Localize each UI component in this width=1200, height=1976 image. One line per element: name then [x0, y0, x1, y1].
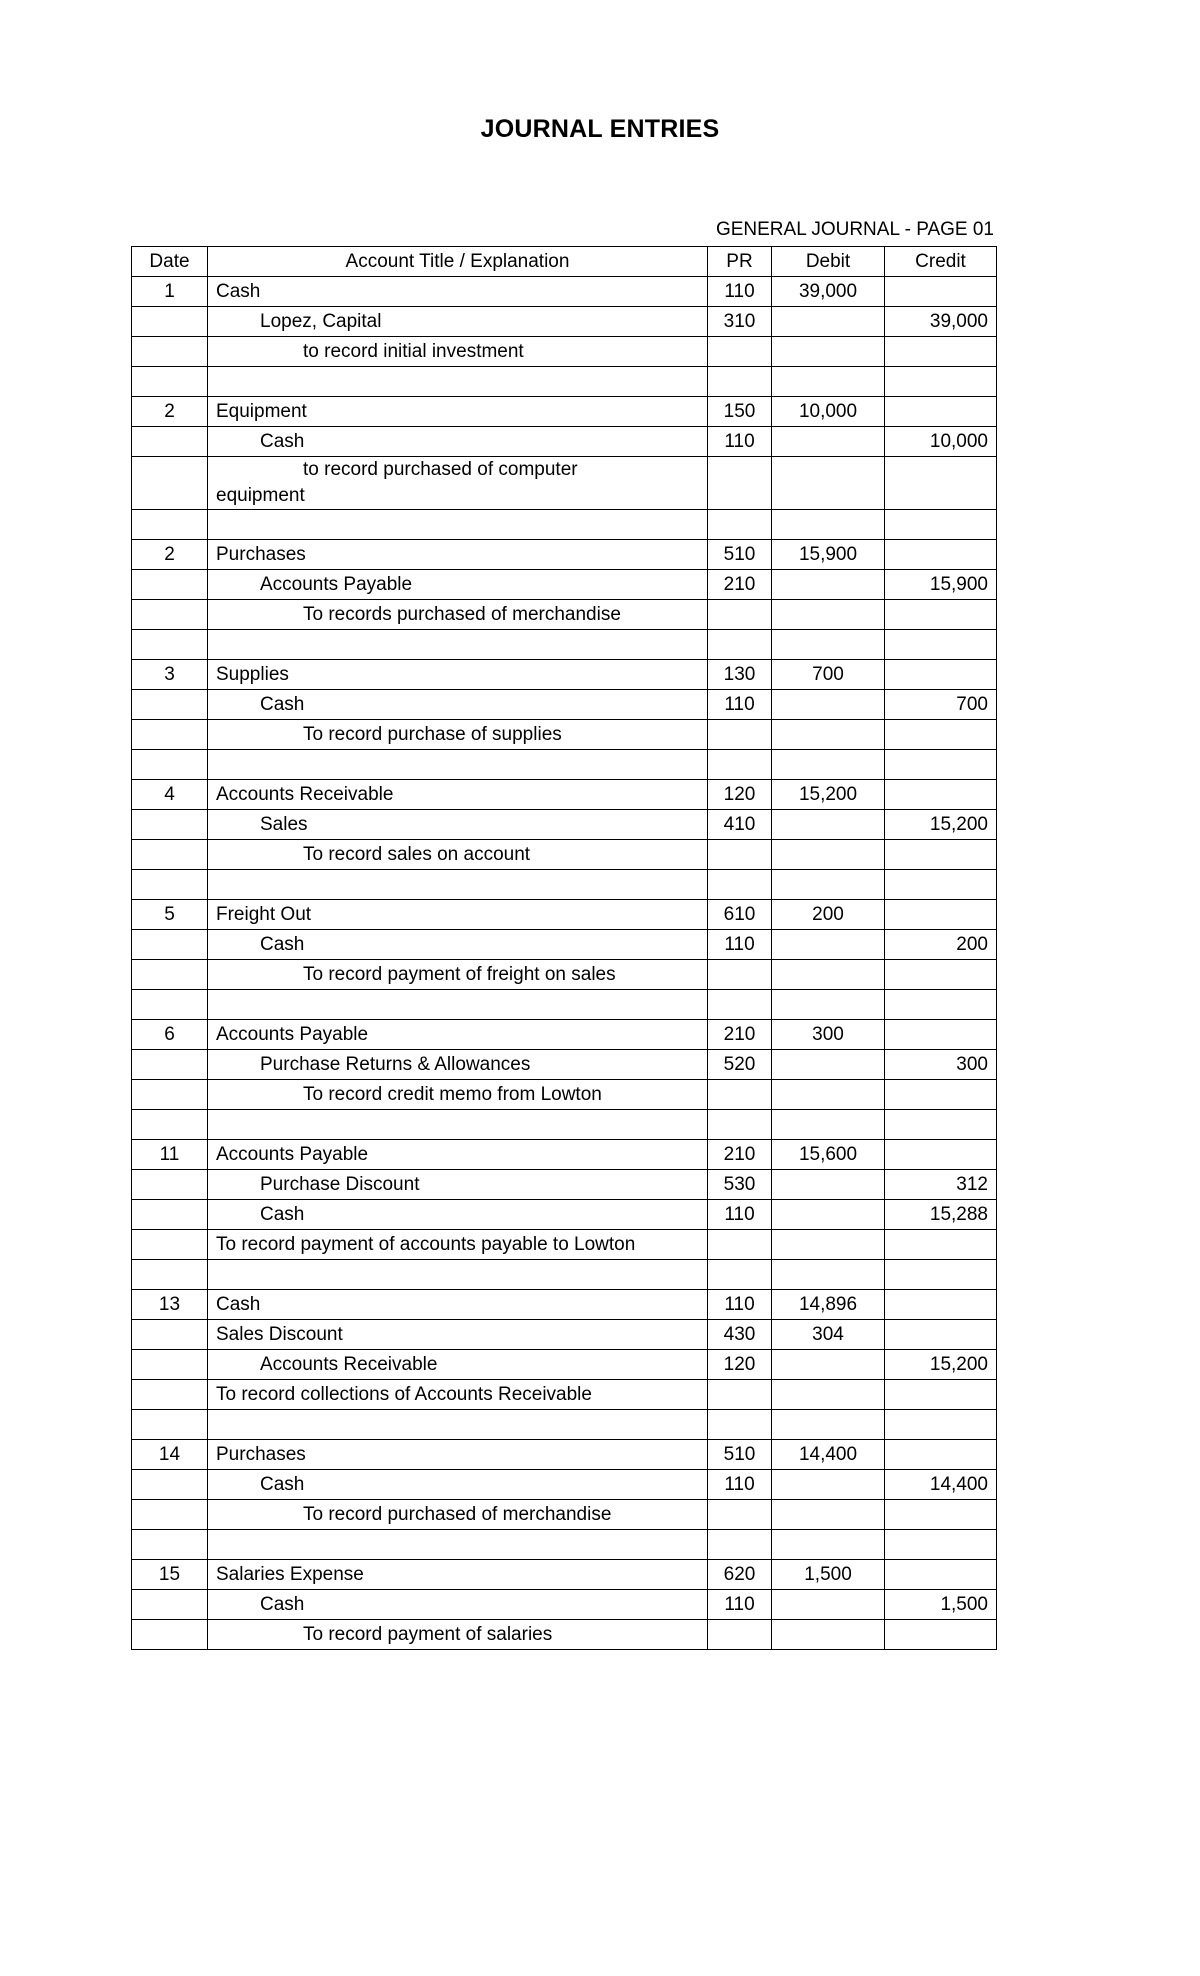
- table-row: [132, 510, 997, 540]
- debit-amount: [772, 840, 885, 870]
- credit-amount: [885, 870, 997, 900]
- credit-amount: 200: [885, 930, 997, 960]
- table-row: [132, 1170, 997, 1200]
- posting-reference: 110: [708, 1590, 772, 1620]
- account-title: [208, 1260, 708, 1290]
- account-title: To record payment of accounts payable to Lowton: [208, 1230, 708, 1260]
- posting-reference: [708, 1620, 772, 1650]
- posting-reference: 110: [708, 1470, 772, 1500]
- posting-reference: [708, 1080, 772, 1110]
- entry-date: [132, 337, 208, 367]
- debit-amount: [772, 720, 885, 750]
- table-row: [132, 900, 997, 930]
- debit-amount: [772, 457, 885, 510]
- posting-reference: [708, 840, 772, 870]
- account-title: Cash: [208, 1590, 708, 1620]
- debit-amount: [772, 1350, 885, 1380]
- account-title: to record initial investment: [208, 337, 708, 367]
- account-title: Purchase Discount: [208, 1170, 708, 1200]
- posting-reference: [708, 960, 772, 990]
- account-title: [208, 367, 708, 397]
- account-title: To record sales on account: [208, 840, 708, 870]
- posting-reference: [708, 1110, 772, 1140]
- entry-date: [132, 840, 208, 870]
- debit-amount: 200: [772, 900, 885, 930]
- table-row: [132, 1260, 997, 1290]
- header-pr: PR: [708, 247, 772, 277]
- table-row: [132, 337, 997, 367]
- table-row: [132, 1320, 997, 1350]
- table-row: [132, 840, 997, 870]
- entry-date: [132, 600, 208, 630]
- account-title: Lopez, Capital: [208, 307, 708, 337]
- account-title: Sales: [208, 810, 708, 840]
- table-row: [132, 1560, 997, 1590]
- account-title: To record purchased of merchandise: [208, 1500, 708, 1530]
- posting-reference: 110: [708, 1290, 772, 1320]
- table-row: [132, 1620, 997, 1650]
- entry-date: [132, 690, 208, 720]
- posting-reference: [708, 1260, 772, 1290]
- account-title: [208, 1530, 708, 1560]
- credit-amount: 300: [885, 1050, 997, 1080]
- posting-reference: 110: [708, 690, 772, 720]
- debit-amount: [772, 337, 885, 367]
- posting-reference: 120: [708, 1350, 772, 1380]
- posting-reference: 620: [708, 1560, 772, 1590]
- debit-amount: [772, 930, 885, 960]
- table-row: [132, 1290, 997, 1320]
- credit-amount: [885, 990, 997, 1020]
- account-title: Cash: [208, 1200, 708, 1230]
- account-title: To records purchased of merchandise: [208, 600, 708, 630]
- table-row: [132, 307, 997, 337]
- journal-body: [132, 277, 997, 1650]
- credit-amount: [885, 1020, 997, 1050]
- entry-date: [132, 1260, 208, 1290]
- table-row: [132, 1140, 997, 1170]
- table-row: [132, 930, 997, 960]
- entry-date: [132, 750, 208, 780]
- debit-amount: [772, 510, 885, 540]
- debit-amount: [772, 1620, 885, 1650]
- account-title: [208, 510, 708, 540]
- debit-amount: 39,000: [772, 277, 885, 307]
- debit-amount: [772, 307, 885, 337]
- account-title: Freight Out: [208, 900, 708, 930]
- posting-reference: [708, 457, 772, 510]
- debit-amount: [772, 1080, 885, 1110]
- entry-date: [132, 1350, 208, 1380]
- account-title: Cash: [208, 930, 708, 960]
- posting-reference: 510: [708, 540, 772, 570]
- table-row: [132, 690, 997, 720]
- credit-amount: [885, 1140, 997, 1170]
- posting-reference: 210: [708, 1140, 772, 1170]
- entry-date: 4: [132, 780, 208, 810]
- debit-amount: [772, 1410, 885, 1440]
- posting-reference: [708, 600, 772, 630]
- debit-amount: 300: [772, 1020, 885, 1050]
- account-title: To record payment of freight on sales: [208, 960, 708, 990]
- account-title: [208, 870, 708, 900]
- debit-amount: [772, 1200, 885, 1230]
- credit-amount: [885, 1290, 997, 1320]
- table-row: [132, 1500, 997, 1530]
- posting-reference: [708, 1380, 772, 1410]
- entry-date: [132, 570, 208, 600]
- table-row: [132, 1590, 997, 1620]
- debit-amount: [772, 750, 885, 780]
- entry-date: [132, 810, 208, 840]
- credit-amount: [885, 900, 997, 930]
- debit-amount: [772, 1590, 885, 1620]
- credit-amount: [885, 960, 997, 990]
- entry-date: 1: [132, 277, 208, 307]
- credit-amount: [885, 540, 997, 570]
- account-title: Cash: [208, 1290, 708, 1320]
- credit-amount: [885, 1410, 997, 1440]
- account-title: Equipment: [208, 397, 708, 427]
- credit-amount: [885, 1500, 997, 1530]
- journal-table: [131, 246, 997, 1650]
- debit-amount: [772, 1050, 885, 1080]
- account-title: Accounts Payable: [208, 1020, 708, 1050]
- entry-date: [132, 1050, 208, 1080]
- debit-amount: [772, 1110, 885, 1140]
- debit-amount: [772, 570, 885, 600]
- posting-reference: 410: [708, 810, 772, 840]
- debit-amount: [772, 1230, 885, 1260]
- account-title: Purchases: [208, 540, 708, 570]
- entry-date: [132, 1110, 208, 1140]
- account-title-line-1: to record purchased of computer: [303, 459, 578, 480]
- account-title: To record purchase of supplies: [208, 720, 708, 750]
- header-credit: Credit: [885, 247, 997, 277]
- entry-date: [132, 1530, 208, 1560]
- posting-reference: [708, 337, 772, 367]
- header-date: Date: [132, 247, 208, 277]
- entry-date: [132, 870, 208, 900]
- posting-reference: 430: [708, 1320, 772, 1350]
- debit-amount: 15,200: [772, 780, 885, 810]
- credit-amount: [885, 1320, 997, 1350]
- account-title: [208, 630, 708, 660]
- account-title: To record payment of salaries: [208, 1620, 708, 1650]
- posting-reference: 210: [708, 1020, 772, 1050]
- posting-reference: [708, 510, 772, 540]
- entry-date: 6: [132, 1020, 208, 1050]
- table-row: [132, 367, 997, 397]
- debit-amount: [772, 600, 885, 630]
- posting-reference: [708, 1230, 772, 1260]
- account-title: Supplies: [208, 660, 708, 690]
- credit-amount: 15,200: [885, 1350, 997, 1380]
- debit-amount: [772, 1530, 885, 1560]
- debit-amount: 700: [772, 660, 885, 690]
- credit-amount: [885, 1110, 997, 1140]
- table-row: [132, 960, 997, 990]
- table-row: [132, 1380, 997, 1410]
- entry-date: 14: [132, 1440, 208, 1470]
- account-title: Salaries Expense: [208, 1560, 708, 1590]
- account-title-line-2: equipment: [216, 485, 305, 506]
- table-row: [132, 600, 997, 630]
- entry-date: 13: [132, 1290, 208, 1320]
- account-title: [208, 990, 708, 1020]
- credit-amount: [885, 1620, 997, 1650]
- posting-reference: [708, 720, 772, 750]
- credit-amount: 312: [885, 1170, 997, 1200]
- debit-amount: [772, 1380, 885, 1410]
- table-row: [132, 277, 997, 307]
- table-row: [132, 457, 997, 510]
- credit-amount: [885, 277, 997, 307]
- credit-amount: [885, 1380, 997, 1410]
- entry-date: [132, 307, 208, 337]
- credit-amount: 39,000: [885, 307, 997, 337]
- debit-amount: [772, 870, 885, 900]
- credit-amount: [885, 1230, 997, 1260]
- credit-amount: 14,400: [885, 1470, 997, 1500]
- debit-amount: [772, 1260, 885, 1290]
- entry-date: [132, 427, 208, 457]
- credit-amount: [885, 600, 997, 630]
- table-row: [132, 570, 997, 600]
- entry-date: [132, 630, 208, 660]
- credit-amount: 700: [885, 690, 997, 720]
- credit-amount: [885, 1560, 997, 1590]
- entry-date: [132, 1620, 208, 1650]
- table-row: [132, 1440, 997, 1470]
- entry-date: 2: [132, 397, 208, 427]
- credit-amount: 1,500: [885, 1590, 997, 1620]
- debit-amount: [772, 630, 885, 660]
- account-title: Cash: [208, 427, 708, 457]
- debit-amount: 15,600: [772, 1140, 885, 1170]
- account-title: Cash: [208, 1470, 708, 1500]
- table-row: [132, 1020, 997, 1050]
- table-row: [132, 1530, 997, 1560]
- credit-amount: [885, 397, 997, 427]
- account-title: Accounts Receivable: [208, 1350, 708, 1380]
- debit-amount: 10,000: [772, 397, 885, 427]
- entry-date: [132, 510, 208, 540]
- debit-amount: 304: [772, 1320, 885, 1350]
- credit-amount: [885, 1530, 997, 1560]
- account-title: To record credit memo from Lowton: [208, 1080, 708, 1110]
- debit-amount: [772, 427, 885, 457]
- table-header-row: [132, 247, 997, 277]
- account-title: [208, 1410, 708, 1440]
- table-row: [132, 427, 997, 457]
- posting-reference: 520: [708, 1050, 772, 1080]
- credit-amount: [885, 780, 997, 810]
- account-title: [208, 457, 708, 510]
- account-title: Accounts Receivable: [208, 780, 708, 810]
- account-title: Purchases: [208, 1440, 708, 1470]
- debit-amount: [772, 690, 885, 720]
- journal-page-label: GENERAL JOURNAL - PAGE 01: [715, 219, 994, 240]
- debit-amount: [772, 1470, 885, 1500]
- entry-date: [132, 1380, 208, 1410]
- table-row: [132, 630, 997, 660]
- table-row: [132, 1080, 997, 1110]
- credit-amount: 15,200: [885, 810, 997, 840]
- posting-reference: 510: [708, 1440, 772, 1470]
- entry-date: 2: [132, 540, 208, 570]
- entry-date: [132, 720, 208, 750]
- table-row: [132, 870, 997, 900]
- debit-amount: 14,400: [772, 1440, 885, 1470]
- entry-date: [132, 1320, 208, 1350]
- table-row: [132, 750, 997, 780]
- debit-amount: [772, 1170, 885, 1200]
- account-title: Purchase Returns & Allowances: [208, 1050, 708, 1080]
- entry-date: [132, 1230, 208, 1260]
- credit-amount: [885, 750, 997, 780]
- posting-reference: 310: [708, 307, 772, 337]
- table-row: [132, 660, 997, 690]
- credit-amount: [885, 840, 997, 870]
- account-title: [208, 750, 708, 780]
- posting-reference: [708, 870, 772, 900]
- posting-reference: [708, 750, 772, 780]
- entry-date: 15: [132, 1560, 208, 1590]
- header-debit: Debit: [772, 247, 885, 277]
- posting-reference: [708, 367, 772, 397]
- debit-amount: [772, 810, 885, 840]
- credit-amount: 15,288: [885, 1200, 997, 1230]
- entry-date: [132, 1470, 208, 1500]
- posting-reference: [708, 1500, 772, 1530]
- debit-amount: [772, 367, 885, 397]
- entry-date: [132, 1590, 208, 1620]
- posting-reference: [708, 990, 772, 1020]
- posting-reference: 120: [708, 780, 772, 810]
- debit-amount: 1,500: [772, 1560, 885, 1590]
- table-row: [132, 397, 997, 427]
- entry-date: 5: [132, 900, 208, 930]
- credit-amount: [885, 457, 997, 510]
- table-row: [132, 1470, 997, 1500]
- table-row: [132, 1230, 997, 1260]
- table-row: [132, 1350, 997, 1380]
- credit-amount: [885, 720, 997, 750]
- entry-date: 3: [132, 660, 208, 690]
- account-title: Cash: [208, 277, 708, 307]
- credit-amount: [885, 1080, 997, 1110]
- table-row: [132, 990, 997, 1020]
- posting-reference: 110: [708, 427, 772, 457]
- entry-date: [132, 1500, 208, 1530]
- entry-date: 11: [132, 1140, 208, 1170]
- table-row: [132, 1050, 997, 1080]
- credit-amount: 10,000: [885, 427, 997, 457]
- credit-amount: [885, 367, 997, 397]
- table-row: [132, 540, 997, 570]
- posting-reference: 610: [708, 900, 772, 930]
- table-row: [132, 780, 997, 810]
- entry-date: [132, 1170, 208, 1200]
- credit-amount: [885, 337, 997, 367]
- credit-amount: [885, 1440, 997, 1470]
- entry-date: [132, 457, 208, 510]
- posting-reference: [708, 1530, 772, 1560]
- account-title: To record collections of Accounts Receivable: [208, 1380, 708, 1410]
- debit-amount: 15,900: [772, 540, 885, 570]
- posting-reference: [708, 630, 772, 660]
- account-title: Sales Discount: [208, 1320, 708, 1350]
- entry-date: [132, 930, 208, 960]
- credit-amount: [885, 510, 997, 540]
- debit-amount: [772, 990, 885, 1020]
- page-title: JOURNAL ENTRIES: [480, 115, 720, 143]
- posting-reference: 150: [708, 397, 772, 427]
- debit-amount: 14,896: [772, 1290, 885, 1320]
- debit-amount: [772, 1500, 885, 1530]
- posting-reference: 130: [708, 660, 772, 690]
- posting-reference: 110: [708, 930, 772, 960]
- entry-date: [132, 1200, 208, 1230]
- credit-amount: [885, 660, 997, 690]
- posting-reference: 210: [708, 570, 772, 600]
- credit-amount: [885, 630, 997, 660]
- entry-date: [132, 960, 208, 990]
- table-row: [132, 1410, 997, 1440]
- account-title: Accounts Payable: [208, 570, 708, 600]
- account-title: Cash: [208, 690, 708, 720]
- posting-reference: 530: [708, 1170, 772, 1200]
- account-title: [208, 1110, 708, 1140]
- table-row: [132, 720, 997, 750]
- posting-reference: 110: [708, 277, 772, 307]
- credit-amount: [885, 1260, 997, 1290]
- credit-amount: 15,900: [885, 570, 997, 600]
- entry-date: [132, 990, 208, 1020]
- entry-date: [132, 367, 208, 397]
- table-row: [132, 810, 997, 840]
- header-account: Account Title / Explanation: [208, 247, 708, 277]
- table-row: [132, 1110, 997, 1140]
- table-row: [132, 1200, 997, 1230]
- entry-date: [132, 1410, 208, 1440]
- posting-reference: [708, 1410, 772, 1440]
- account-title: Accounts Payable: [208, 1140, 708, 1170]
- posting-reference: 110: [708, 1200, 772, 1230]
- entry-date: [132, 1080, 208, 1110]
- debit-amount: [772, 960, 885, 990]
